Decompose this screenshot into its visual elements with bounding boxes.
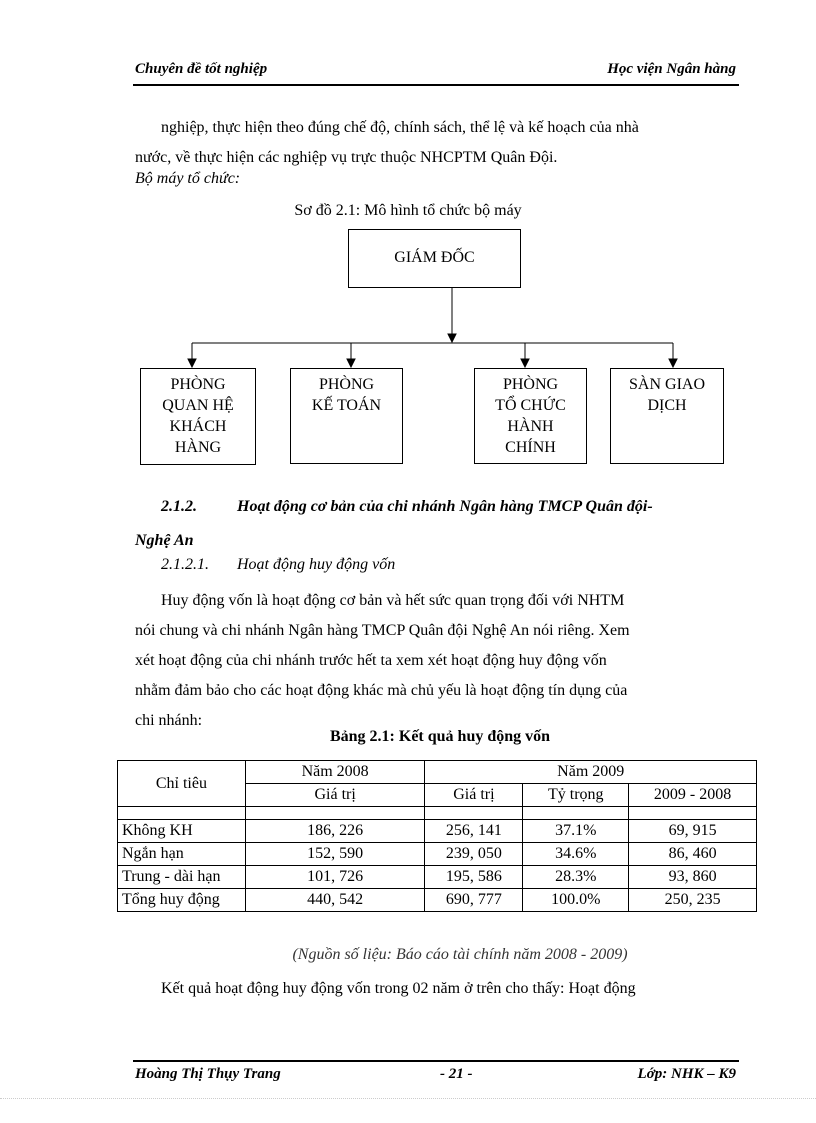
section-number: 2.1.2. [161,498,197,515]
capital-mobilization-paragraph [135,586,741,736]
header-2008: Năm 2008 [245,761,425,784]
box-2-line-2: KẾ TOÁN [311,397,382,414]
box-1-line-4: HÀNG [174,439,222,456]
para2-line-1: Huy động vốn là hoạt động cơ bản và hết sức quan trọng đối với NHTM [161,592,625,609]
footer-page-number: - 21 - [440,1066,473,1082]
header-criteria: Chỉ tiêu [118,761,246,807]
footer-author: Hoàng Thị Thụy Trang [135,1066,281,1082]
table-header-row-1 [118,761,757,784]
drop-1-arrowhead [188,359,196,367]
footer-divider [133,1060,739,1062]
row-label: Tổng huy động [118,889,246,912]
cell: 37.1% [523,820,629,843]
footer-class: Lớp: NHK – K9 [637,1066,736,1082]
cell: 101, 726 [245,866,425,889]
row-label: Trung - dài hạn [118,866,246,889]
header-right-title: Học viện Ngân hàng [607,61,736,77]
cell: 93, 860 [629,866,757,889]
box-3-line-2: TỔ CHỨC [495,397,566,414]
director-label: GIÁM ĐỐC [394,249,475,266]
table-spacer-row [118,807,757,820]
header-2009: Năm 2009 [425,761,757,784]
section-title-line-1: Hoạt động cơ bản của chi nhánh Ngân hàng TMCP Quân đội- [237,498,653,515]
diagram-title: Sơ đồ 2.1: Mô hình tổ chức bộ máy [294,202,522,219]
para2-line-2: nói chung và chi nhánh Ngân hàng TMCP Quân đội Nghệ An nói riêng. Xem [135,622,630,639]
intro-line-1: nghiệp, thực hiện theo đúng chế độ, chính sách, thể lệ và kế hoạch của nhà [161,119,639,136]
accounting-box [290,368,403,464]
subsection-number: 2.1.2.1. [161,556,209,573]
section-title-line-2: Nghệ An [135,532,194,549]
table-row [118,820,757,843]
subheader-value-2009: Giá trị [425,784,523,807]
box-2-line-1: PHÒNG [318,376,375,393]
subheader-value-2008: Giá trị [245,784,425,807]
para2-line-4: nhằm đảm bảo cho các hoạt động khác mà chủ yếu là hoạt động tín dụng của [135,682,628,699]
drop-3-arrowhead [521,359,529,367]
box-1-line-2: QUAN HỆ [162,397,234,414]
box-3-line-4: CHÍNH [505,439,556,456]
header-left-title: Chuyên đề tốt nghiệp [135,61,268,77]
cell: 690, 777 [425,889,523,912]
table-row [118,866,757,889]
cell: 152, 590 [245,843,425,866]
capital-results-table [117,760,757,912]
table-row [118,889,757,912]
box-1-line-3: KHÁCH [169,418,227,435]
org-structure-label: Bộ máy tổ chức: [135,170,241,187]
table-title: Bảng 2.1: Kết quả huy động vốn [329,728,551,745]
cell: 239, 050 [425,843,523,866]
section-heading-2-1-2 [135,490,741,558]
customer-relations-box [140,368,256,465]
subheader-diff: 2009 - 2008 [629,784,757,807]
cell: 100.0% [523,889,629,912]
box-4-line-2: DỊCH [647,397,687,414]
intro-line-2: nước, về thực hiện các nghiệp vụ trực thuộc NHCPTM Quân Đội. [135,149,558,166]
cell: 69, 915 [629,820,757,843]
table-row [118,843,757,866]
cell: 28.3% [523,866,629,889]
box-1-line-1: PHÒNG [170,376,226,393]
cell: 250, 235 [629,889,757,912]
table-source-note: (Nguồn số liệu: Báo cáo tài chính năm 2008 - 2009) [292,946,628,963]
para2-line-5: chi nhánh: [135,712,203,729]
cell: 256, 141 [425,820,523,843]
cell: 186, 226 [245,820,425,843]
trading-floor-box [610,368,724,464]
administration-box [474,368,587,464]
trunk-arrowhead [448,334,456,342]
box-3-line-1: PHÒNG [502,376,559,393]
cell: 195, 586 [425,866,523,889]
cell: 86, 460 [629,843,757,866]
row-label: Không KH [118,820,246,843]
row-label: Ngắn hạn [118,843,246,866]
box-4-line-1: SÀN GIAO [629,376,705,393]
box-3-line-3: HÀNH [507,418,554,435]
results-paragraph: Kết quả hoạt động huy động vốn trong 02 năm ở trên cho thấy: Hoạt động [161,980,636,997]
page-bottom-dotted-line [0,1098,816,1099]
drop-2-arrowhead [347,359,355,367]
director-box [348,229,521,288]
drop-4-arrowhead [669,359,677,367]
para2-line-3: xét hoạt động của chi nhánh trước hết ta xem xét hoạt động huy động vốn [135,652,607,669]
subsection-heading-2-1-2-1 [161,556,395,574]
subheader-share: Tỷ trọng [523,784,629,807]
subsection-title: Hoạt động huy động vốn [237,556,396,573]
cell: 34.6% [523,843,629,866]
cell: 440, 542 [245,889,425,912]
